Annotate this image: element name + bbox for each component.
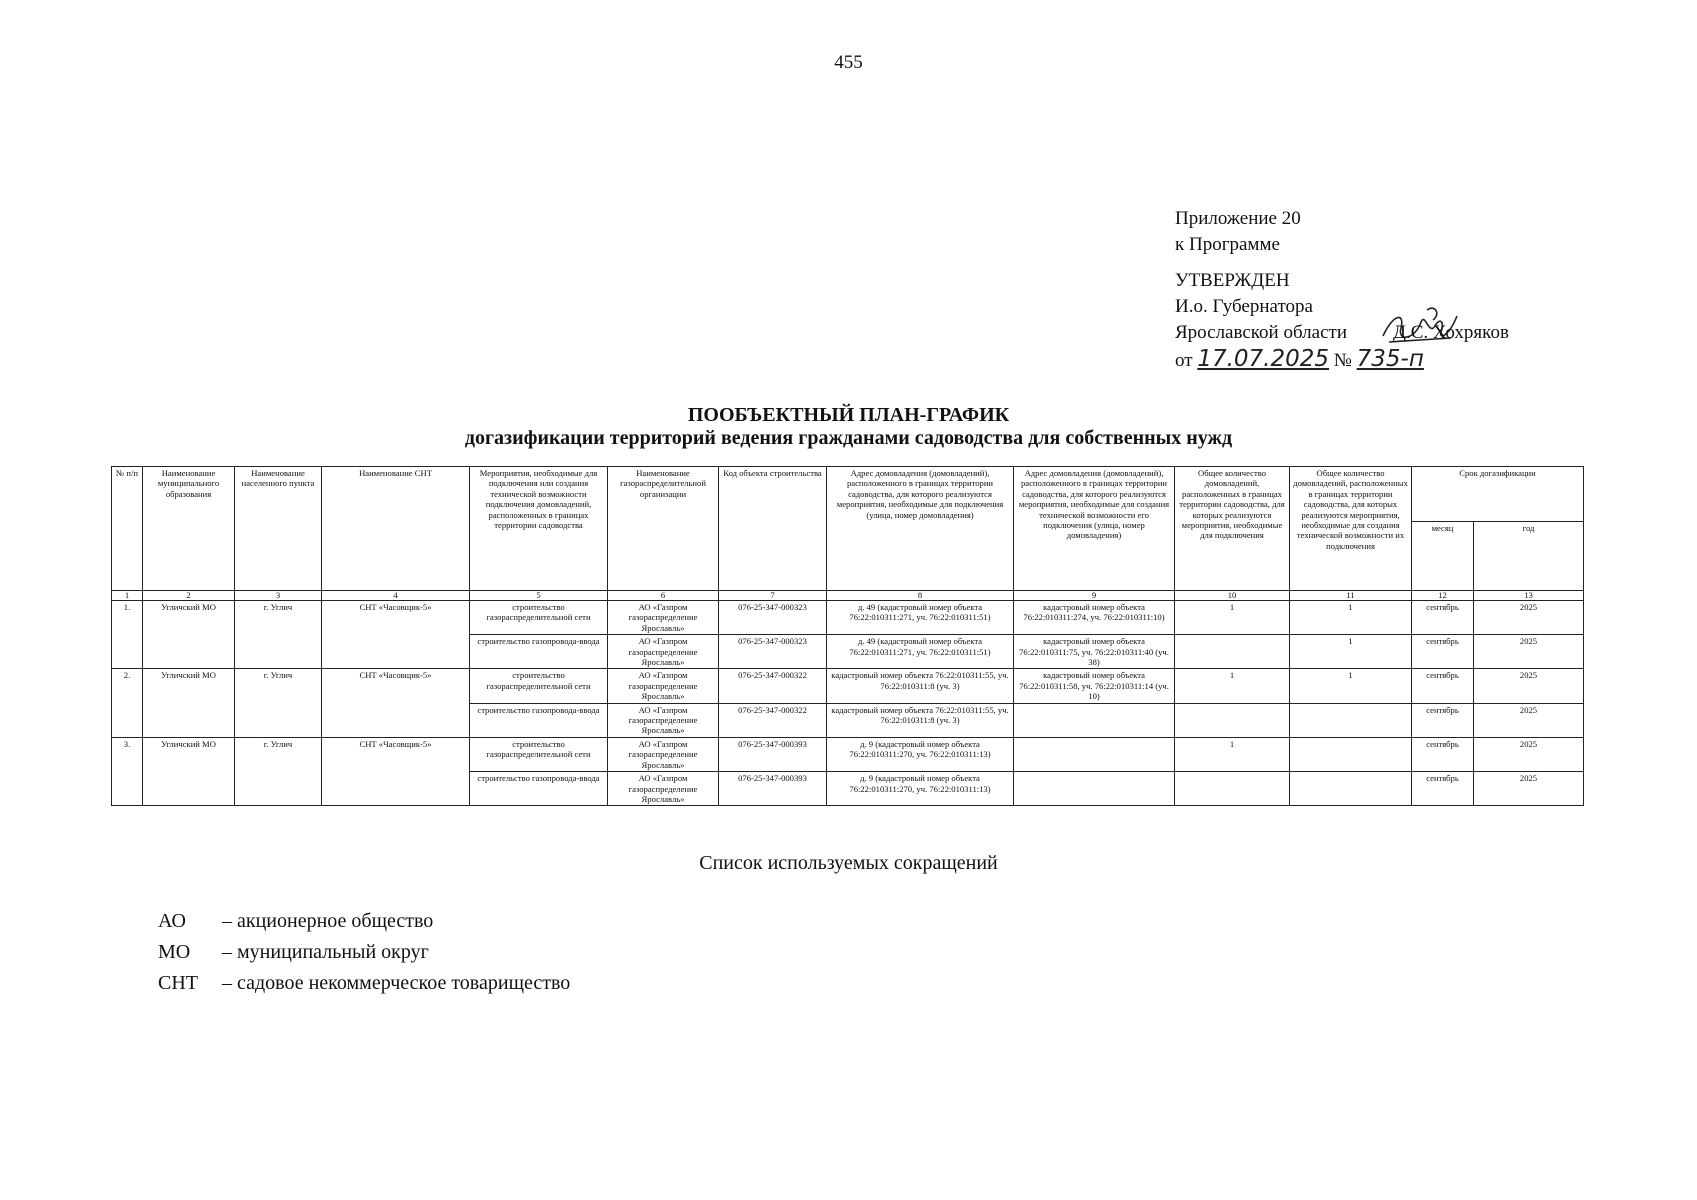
municipality-cell: Угличский МО (143, 669, 235, 737)
gro-cell: АО «Газпром газораспределение Ярославль» (608, 703, 719, 737)
count-conn-cell: 1 (1175, 669, 1290, 703)
title-line-2: догазификации территорий ведения гражданами садоводства для собственных нужд (464, 427, 1233, 449)
from-label: от (1175, 350, 1193, 371)
abbreviations-list (158, 906, 570, 999)
column-number: 4 (322, 591, 470, 601)
row-number: 1. (112, 601, 143, 669)
position-label: И.о. Губернатора (1175, 296, 1313, 317)
addr-conn-cell: д. 9 (кадастровый номер объекта 76:22:010311:270, уч. 76:22:010311:13) (827, 772, 1014, 806)
locality-cell: г. Углич (235, 601, 322, 669)
signer-name: Д.С. Хохряков (1393, 322, 1509, 343)
code-cell: 076-25-347-000393 (719, 737, 827, 771)
addr-tech-cell (1014, 737, 1175, 771)
header-snt: Наименование СНТ (322, 467, 470, 591)
count-tech-cell (1290, 703, 1412, 737)
header-count-conn: Общее количество домовладений, расположенных в границах территории садоводства, для которых реализуются мероприятия, необходимые для подключения (1175, 467, 1290, 591)
code-cell: 076-25-347-000322 (719, 669, 827, 703)
gro-cell: АО «Газпром газораспределение Ярославль» (608, 737, 719, 771)
column-number: 6 (608, 591, 719, 601)
plan-table (111, 466, 1584, 806)
header-term: Срок догазификации (1412, 467, 1584, 522)
measure-cell: строительство газопровода-ввода (470, 772, 608, 806)
addr-tech-cell: кадастровый номер объекта 76:22:010311:58, уч. 76:22:010311:14 (уч. 10) (1014, 669, 1175, 703)
header-num: № п/п (112, 467, 143, 591)
measure-cell: строительство газораспределительной сети (470, 669, 608, 703)
measure-cell: строительство газораспределительной сети (470, 601, 608, 635)
table-row (112, 669, 1584, 703)
number-label: № (1333, 350, 1352, 371)
code-cell: 076-25-347-000322 (719, 703, 827, 737)
abbreviation-item (158, 968, 570, 999)
count-conn-cell: 1 (1175, 601, 1290, 635)
measure-cell: строительство газопровода-ввода (470, 635, 608, 669)
header-code: Код объекта строительства (719, 467, 827, 591)
column-number: 1 (112, 591, 143, 601)
count-tech-cell: 1 (1290, 635, 1412, 669)
column-number: 8 (827, 591, 1014, 601)
count-conn-cell (1175, 772, 1290, 806)
addr-conn-cell: д. 9 (кадастровый номер объекта 76:22:010311:270, уч. 76:22:010311:13) (827, 737, 1014, 771)
addr-tech-cell (1014, 772, 1175, 806)
abbreviation-value: – садовое некоммерческое товарищество (222, 972, 571, 994)
addr-tech-cell: кадастровый номер объекта 76:22:010311:75, уч. 76:22:010311:40 (уч. 38) (1014, 635, 1175, 669)
abbreviations-title: Список используемых сокращений (699, 852, 998, 874)
gro-cell: АО «Газпром газораспределение Ярославль» (608, 772, 719, 806)
column-number: 12 (1412, 591, 1474, 601)
column-number: 9 (1014, 591, 1175, 601)
count-conn-cell (1175, 635, 1290, 669)
region-label: Ярославской области (1175, 322, 1347, 343)
month-cell: сентябрь (1412, 601, 1474, 635)
month-cell: сентябрь (1412, 703, 1474, 737)
gro-cell: АО «Газпром газораспределение Ярославль» (608, 601, 719, 635)
count-tech-cell: 1 (1290, 601, 1412, 635)
column-number: 7 (719, 591, 827, 601)
column-number: 10 (1175, 591, 1290, 601)
abbreviation-item (158, 937, 570, 968)
title-line-1: ПООБЪЕКТНЫЙ ПЛАН-ГРАФИК (687, 404, 1010, 426)
abbreviation-value: – акционерное общество (222, 910, 434, 932)
abbreviation-key: МО (158, 941, 191, 963)
decree-number: 735-п (1356, 346, 1424, 372)
locality-cell: г. Углич (235, 669, 322, 737)
header-addr-conn: Адрес домовладения (домовладений), расположенного в границах территории садоводства, для которого реализуются мероприятия, необходимые для подключения (улица, номер домовладения) (827, 467, 1014, 591)
header-month: месяц (1412, 522, 1474, 591)
approval-block (1175, 206, 1509, 374)
program-label: к Программе (1175, 234, 1280, 255)
municipality-cell: Угличский МО (143, 737, 235, 805)
decree-date: 17.07.2025 (1197, 346, 1330, 372)
row-number: 2. (112, 669, 143, 737)
addr-conn-cell: кадастровый номер объекта 76:22:010311:55, уч. 76:22:010311:8 (уч. 3) (827, 703, 1014, 737)
count-tech-cell (1290, 737, 1412, 771)
municipality-cell: Угличский МО (143, 601, 235, 669)
year-cell: 2025 (1474, 635, 1584, 669)
count-tech-cell: 1 (1290, 669, 1412, 703)
count-tech-cell (1290, 772, 1412, 806)
addr-conn-cell: кадастровый номер объекта 76:22:010311:55, уч. 76:22:010311:8 (уч. 3) (827, 669, 1014, 703)
snt-cell: СНТ «Часовщик-5» (322, 601, 470, 669)
gro-cell: АО «Газпром газораспределение Ярославль» (608, 669, 719, 703)
table-row (112, 737, 1584, 771)
code-cell: 076-25-347-000393 (719, 772, 827, 806)
measure-cell: строительство газораспределительной сети (470, 737, 608, 771)
year-cell: 2025 (1474, 737, 1584, 771)
month-cell: сентябрь (1412, 772, 1474, 806)
header-locality: Наименование населенного пункта (235, 467, 322, 591)
code-cell: 076-25-347-000323 (719, 635, 827, 669)
snt-cell: СНТ «Часовщик-5» (322, 737, 470, 805)
addr-tech-cell: кадастровый номер объекта 76:22:010311:274, уч. 76:22:010311:10) (1014, 601, 1175, 635)
column-number: 3 (235, 591, 322, 601)
abbreviation-key: СНТ (158, 972, 198, 994)
table-row (112, 601, 1584, 635)
month-cell: сентябрь (1412, 737, 1474, 771)
year-cell: 2025 (1474, 669, 1584, 703)
code-cell: 076-25-347-000323 (719, 601, 827, 635)
appendix-label: Приложение 20 (1175, 208, 1301, 229)
snt-cell: СНТ «Часовщик-5» (322, 669, 470, 737)
addr-conn-cell: д. 49 (кадастровый номер объекта 76:22:010311:271, уч. 76:22:010311:51) (827, 601, 1014, 635)
column-number: 13 (1474, 591, 1584, 601)
count-conn-cell: 1 (1175, 737, 1290, 771)
page-number: 455 (834, 52, 863, 73)
gro-cell: АО «Газпром газораспределение Ярославль» (608, 635, 719, 669)
year-cell: 2025 (1474, 772, 1584, 806)
locality-cell: г. Углич (235, 737, 322, 805)
year-cell: 2025 (1474, 703, 1584, 737)
abbreviation-value: – муниципальный округ (222, 941, 429, 963)
document-title (0, 404, 1697, 450)
count-conn-cell (1175, 703, 1290, 737)
measure-cell: строительство газопровода-ввода (470, 703, 608, 737)
column-number: 2 (143, 591, 235, 601)
month-cell: сентябрь (1412, 669, 1474, 703)
header-year: год (1474, 522, 1584, 591)
approved-label: УТВЕРЖДЕН (1175, 270, 1290, 291)
column-number: 11 (1290, 591, 1412, 601)
column-number: 5 (470, 591, 608, 601)
addr-conn-cell: д. 49 (кадастровый номер объекта 76:22:010311:271, уч. 76:22:010311:51) (827, 635, 1014, 669)
abbreviation-item (158, 906, 570, 937)
abbreviation-key: АО (158, 910, 186, 932)
header-measures: Мероприятия, необходимые для подключения или создания технической возможности подключения домовладений, расположенных в границах территории садоводства (470, 467, 608, 591)
header-gro: Наименование газораспределительной организации (608, 467, 719, 591)
header-mo: Наименование муниципального образования (143, 467, 235, 591)
header-addr-tech: Адрес домовладения (домовладений), расположенного в границах территории садоводства, для которого реализуются мероприятия, необходимые для создания технической возможности его подключения (улица, номер домовладения) (1014, 467, 1175, 591)
month-cell: сентябрь (1412, 635, 1474, 669)
addr-tech-cell (1014, 703, 1175, 737)
header-count-tech: Общее количество домовладений, расположенных в границах территории садоводства, для которых реализуются мероприятия, необходимые для создания технической возможности их подключения (1290, 467, 1412, 591)
year-cell: 2025 (1474, 601, 1584, 635)
row-number: 3. (112, 737, 143, 805)
